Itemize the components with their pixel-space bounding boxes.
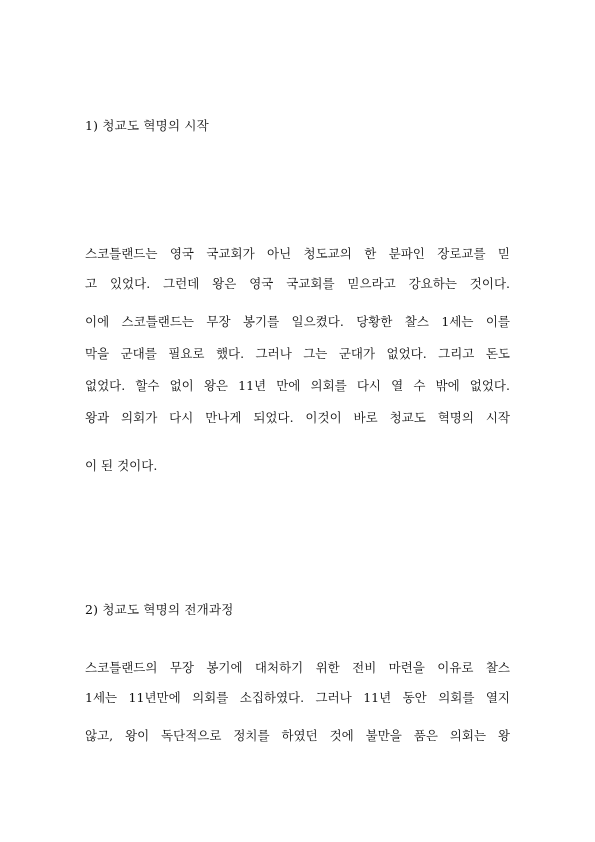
paragraph-line: 이 된 것이다. (85, 458, 158, 473)
paragraph-line: 막을 군대를 필요로 했다. 그러나 그는 군대가 없었다. 그리고 돈도 (85, 346, 510, 361)
paragraph-line: 1세는 11년만에 의회를 소집하였다. 그러나 11년 동안 의회를 열지 (85, 690, 510, 705)
paragraph-line: 없었다. 할수 없이 왕은 11년 만에 의회를 다시 열 수 밖에 없었다. (85, 378, 510, 393)
section-2-heading: 2) 청교도 혁명의 전개과정 (85, 602, 234, 617)
paragraph-line: 고 있었다. 그런데 왕은 영국 국교회를 믿으라고 강요하는 것이다. (85, 276, 510, 291)
paragraph-line: 않고, 왕이 독단적으로 정치를 하였던 것에 불만을 품은 의회는 왕 (85, 728, 510, 743)
paragraph-line: 스코틀랜드의 무장 봉기에 대처하기 위한 전비 마련을 이유로 찰스 (85, 660, 510, 675)
paragraph-line: 이에 스코틀랜드는 무장 봉기를 일으켰다. 당황한 찰스 1세는 이를 (85, 314, 510, 329)
section-1-heading: 1) 청교도 혁명의 시작 (85, 118, 209, 133)
paragraph-line: 왕과 의회가 다시 만나게 되었다. 이것이 바로 청교도 혁명의 시작 (85, 410, 510, 425)
paragraph-line: 스코틀랜드는 영국 국교회가 아닌 청도교의 한 분파인 장로교를 믿 (85, 246, 510, 261)
